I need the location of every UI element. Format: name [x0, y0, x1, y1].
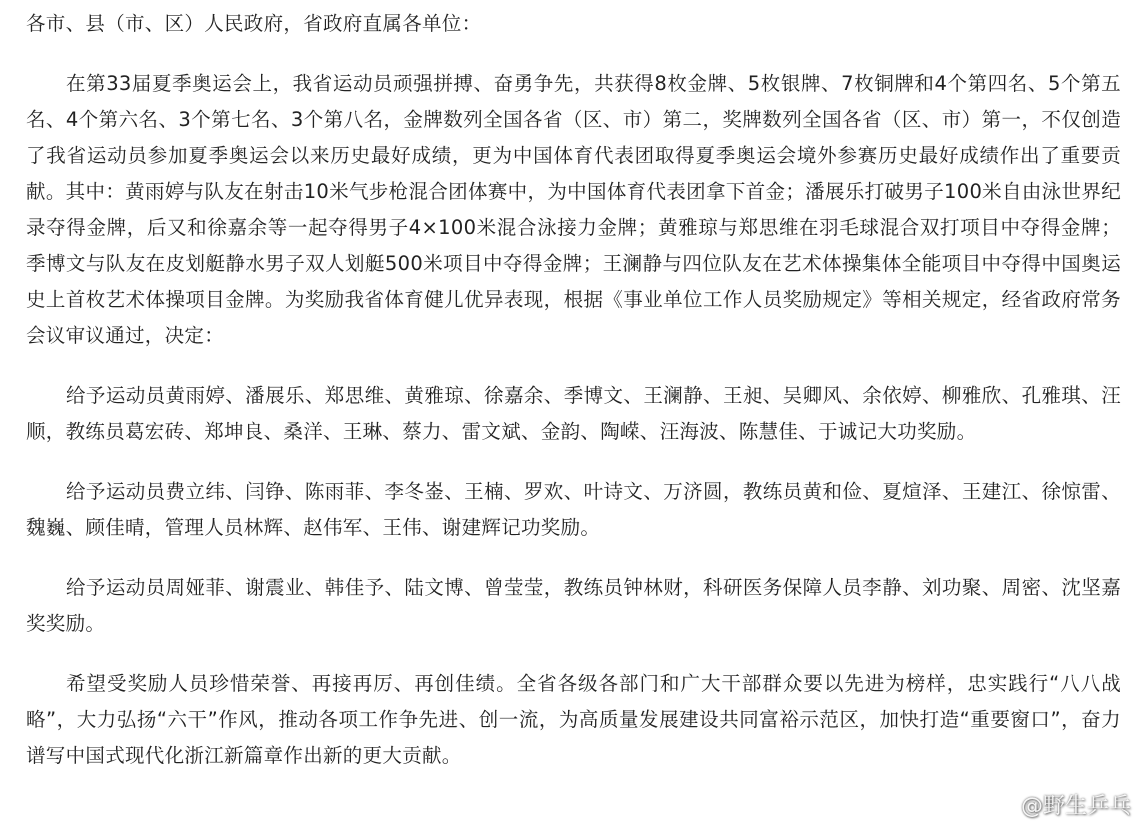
document-body	[26, 0, 1121, 774]
watermark-text: @野生乒乓	[1020, 793, 1131, 819]
paragraph-olympic-results: 在第33届夏季奥运会上，我省运动员顽强拼搏、奋勇争先，共获得8枚金牌、5枚银牌、7枚铜牌和4个第四名、5个第五名、4个第六名、3个第七名、3个第八名，金牌数列全国各省（区、市）第二，奖牌数列全国各省（区、市）第一，不仅创造了我省运动员参加夏季奥运会以来历史最好成绩，更为中国体育代表团取得夏季奥运会境外参赛历史最好成绩作出了重要贡献。其中：黄雨婷与队友在射击10米气步枪混合团体赛中，为中国体育代表团拿下首金；潘展乐打破男子100米自由泳世界纪录夺得金牌，后又和徐嘉余等一起夺得男子4×100米混合泳接力金牌；黄雅琼与郑思维在羽毛球混合双打项目中夺得金牌；季博文与队友在皮划艇静水男子双人划艇500米项目中夺得金牌；王澜静与四位队友在艺术体操集体全能项目中夺得中国奥运史上首枚艺术体操项目金牌。为奖励我省体育健儿优异表现，根据《事业单位工作人员奖励规定》等相关规定，经省政府常务会议审议通过，决定：	[26, 72, 1121, 347]
paragraph-major-merit-award: 给予运动员黄雨婷、潘展乐、郑思维、黄雅琼、徐嘉余、季博文、王澜静、王昶、吴卿风、余依婷、柳雅欣、孔雅琪、汪顺，教练员葛宏砖、郑坤良、桑洋、王琳、蔡力、雷文斌、金韵、陶嵘、汪海波、陈慧佳、于诚记大功奖励。	[26, 384, 1121, 443]
paragraph-closing-call: 希望受奖励人员珍惜荣誉、再接再厉、再创佳绩。全省各级各部门和广大干部群众要以先进为榜样，忠实践行“八八战略”，大力弘扬“六干”作风，推动各项工作争先进、创一流，为高质量发展建设共同富裕示范区，加快打造“重要窗口”，奋力谱写中国式现代化浙江新篇章作出新的更大贡献。	[26, 672, 1121, 767]
paragraph-commendation-award: 给予运动员周娅菲、谢震业、韩佳予、陆文博、曾莹莹，教练员钟林财，科研医务保障人员李静、刘功聚、周密、沈坚嘉奖奖励。	[26, 576, 1121, 635]
watermark	[985, 788, 1131, 820]
paragraph-merit-award: 给予运动员费立纬、闫铮、陈雨菲、李冬崟、王楠、罗欢、叶诗文、万济圆，教练员黄和俭、夏煊泽、王建江、徐惊雷、魏巍、顾佳晴，管理人员林辉、赵伟军、王伟、谢建辉记功奖励。	[26, 480, 1121, 539]
weibo-icon	[985, 788, 1015, 820]
salutation: 各市、县（市、区）人民政府，省政府直属各单位：	[26, 12, 482, 35]
